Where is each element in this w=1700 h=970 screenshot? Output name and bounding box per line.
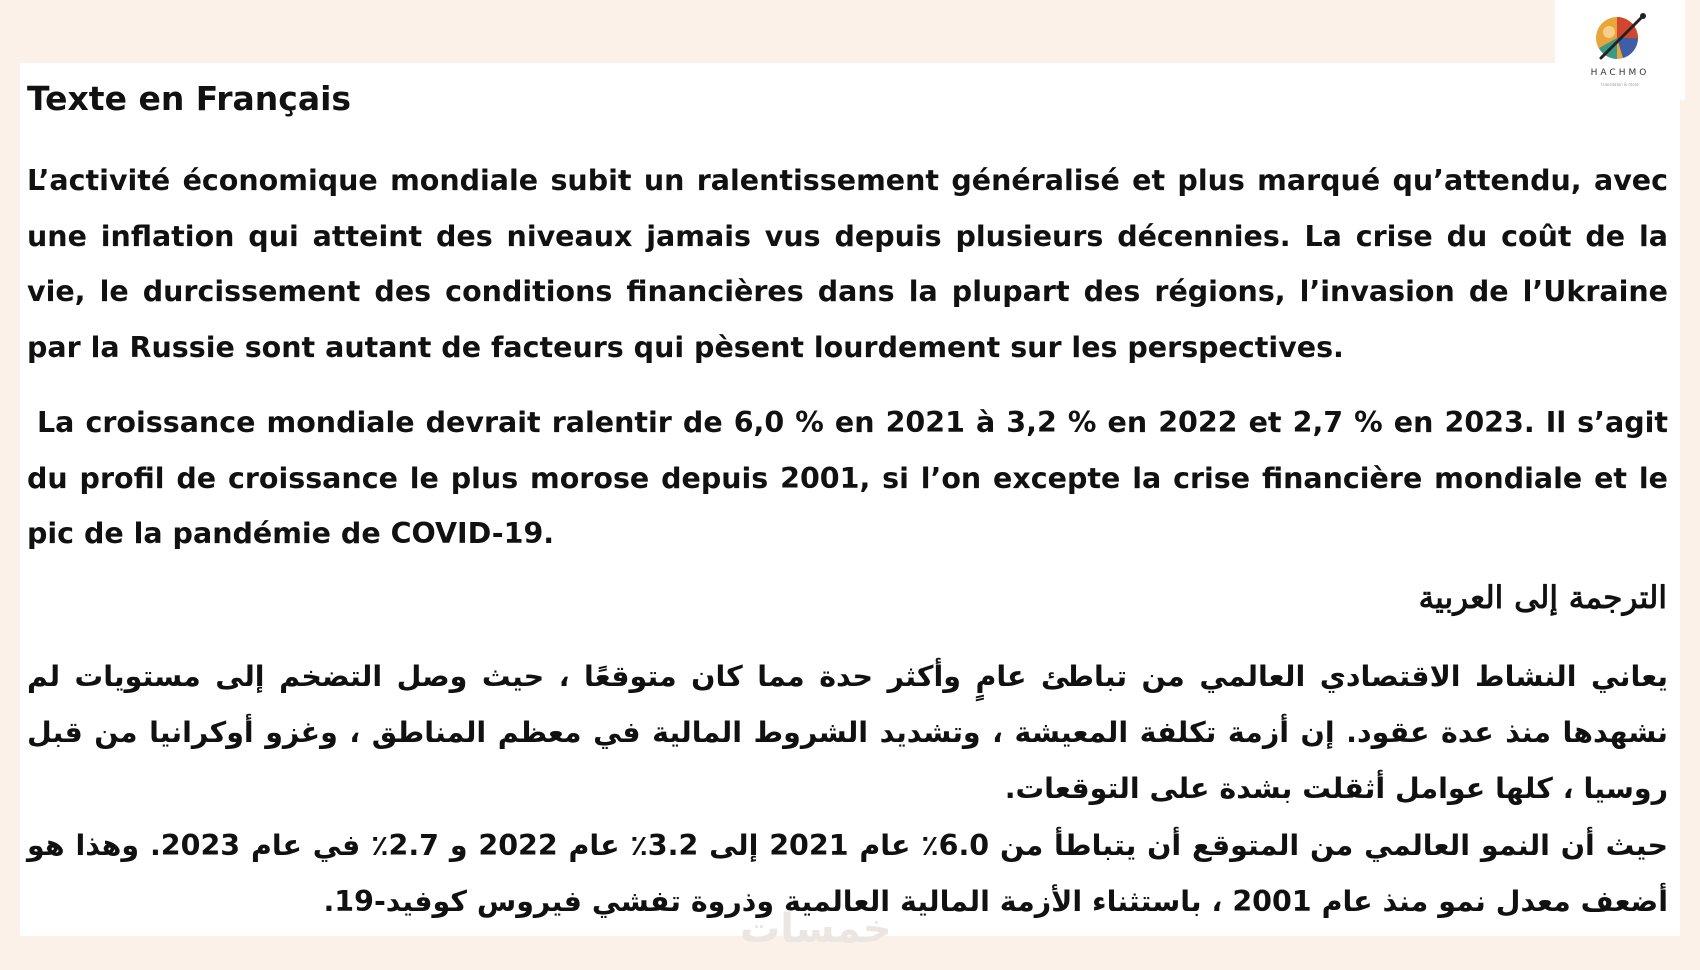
- arabic-paragraph-1: يعاني النشاط الاقتصادي العالمي من تباطئ عامٍ وأكثر حدة مما كان متوقعًا ، حيث وصل التضخم إلى مستويات لم نشهدها منذ عدة عقود. إن أزمة تكلفة المعيشة ، وتشديد الشروط المالية في معظم المناطق ، وغزو أوكرانيا من قبل روسيا ، كلها عوامل أثقلت بشدة على التوقعات.: [27, 660, 1668, 805]
- french-title: Texte en Français: [27, 79, 352, 118]
- arabic-title: الترجمة إلى العربية: [1418, 580, 1667, 616]
- company-logo: [1555, 0, 1685, 100]
- french-paragraph-1: L’activité économique mondiale subit un ralentissement généralisé et plus marqué qu’attendu, avec une inflation qui atteint des niveaux jamais vus depuis plusieurs décennies. La crise du coût de la vie, le durcissement des conditions financières dans la plupart des régions, l’invasion de l’Ukraine par la Russie sont autant de facteurs qui pèsent lourdement sur les perspectives.: [27, 164, 1668, 365]
- arabic-paragraph-2: حيث أن النمو العالمي من المتوقع أن يتباطأ من 6.0٪ عام 2021 إلى 3.2٪ عام 2022 و 2.7٪ في عام 2023. وهذا هو أضعف معدل نمو منذ عام 2001 ، باستثناء الأزمة المالية العالمية وذروة تفشي فيروس كوفيد-19.: [27, 829, 1668, 918]
- logo-tagline: translation & more: [1601, 82, 1639, 87]
- logo-mark-icon: [1587, 10, 1653, 70]
- watermark: خمسات: [740, 906, 892, 952]
- logo-name: HACHMO: [1590, 68, 1650, 78]
- french-paragraph-2: La croissance mondiale devrait ralentir de 6,0 % en 2021 à 3,2 % en 2022 et 2,7 % en 2023. Il s’agit du profil de croissance le plus morose depuis 2001, si l’on excepte la crise financière mondiale et le pic de la pandémie de COVID-19.: [27, 406, 1668, 551]
